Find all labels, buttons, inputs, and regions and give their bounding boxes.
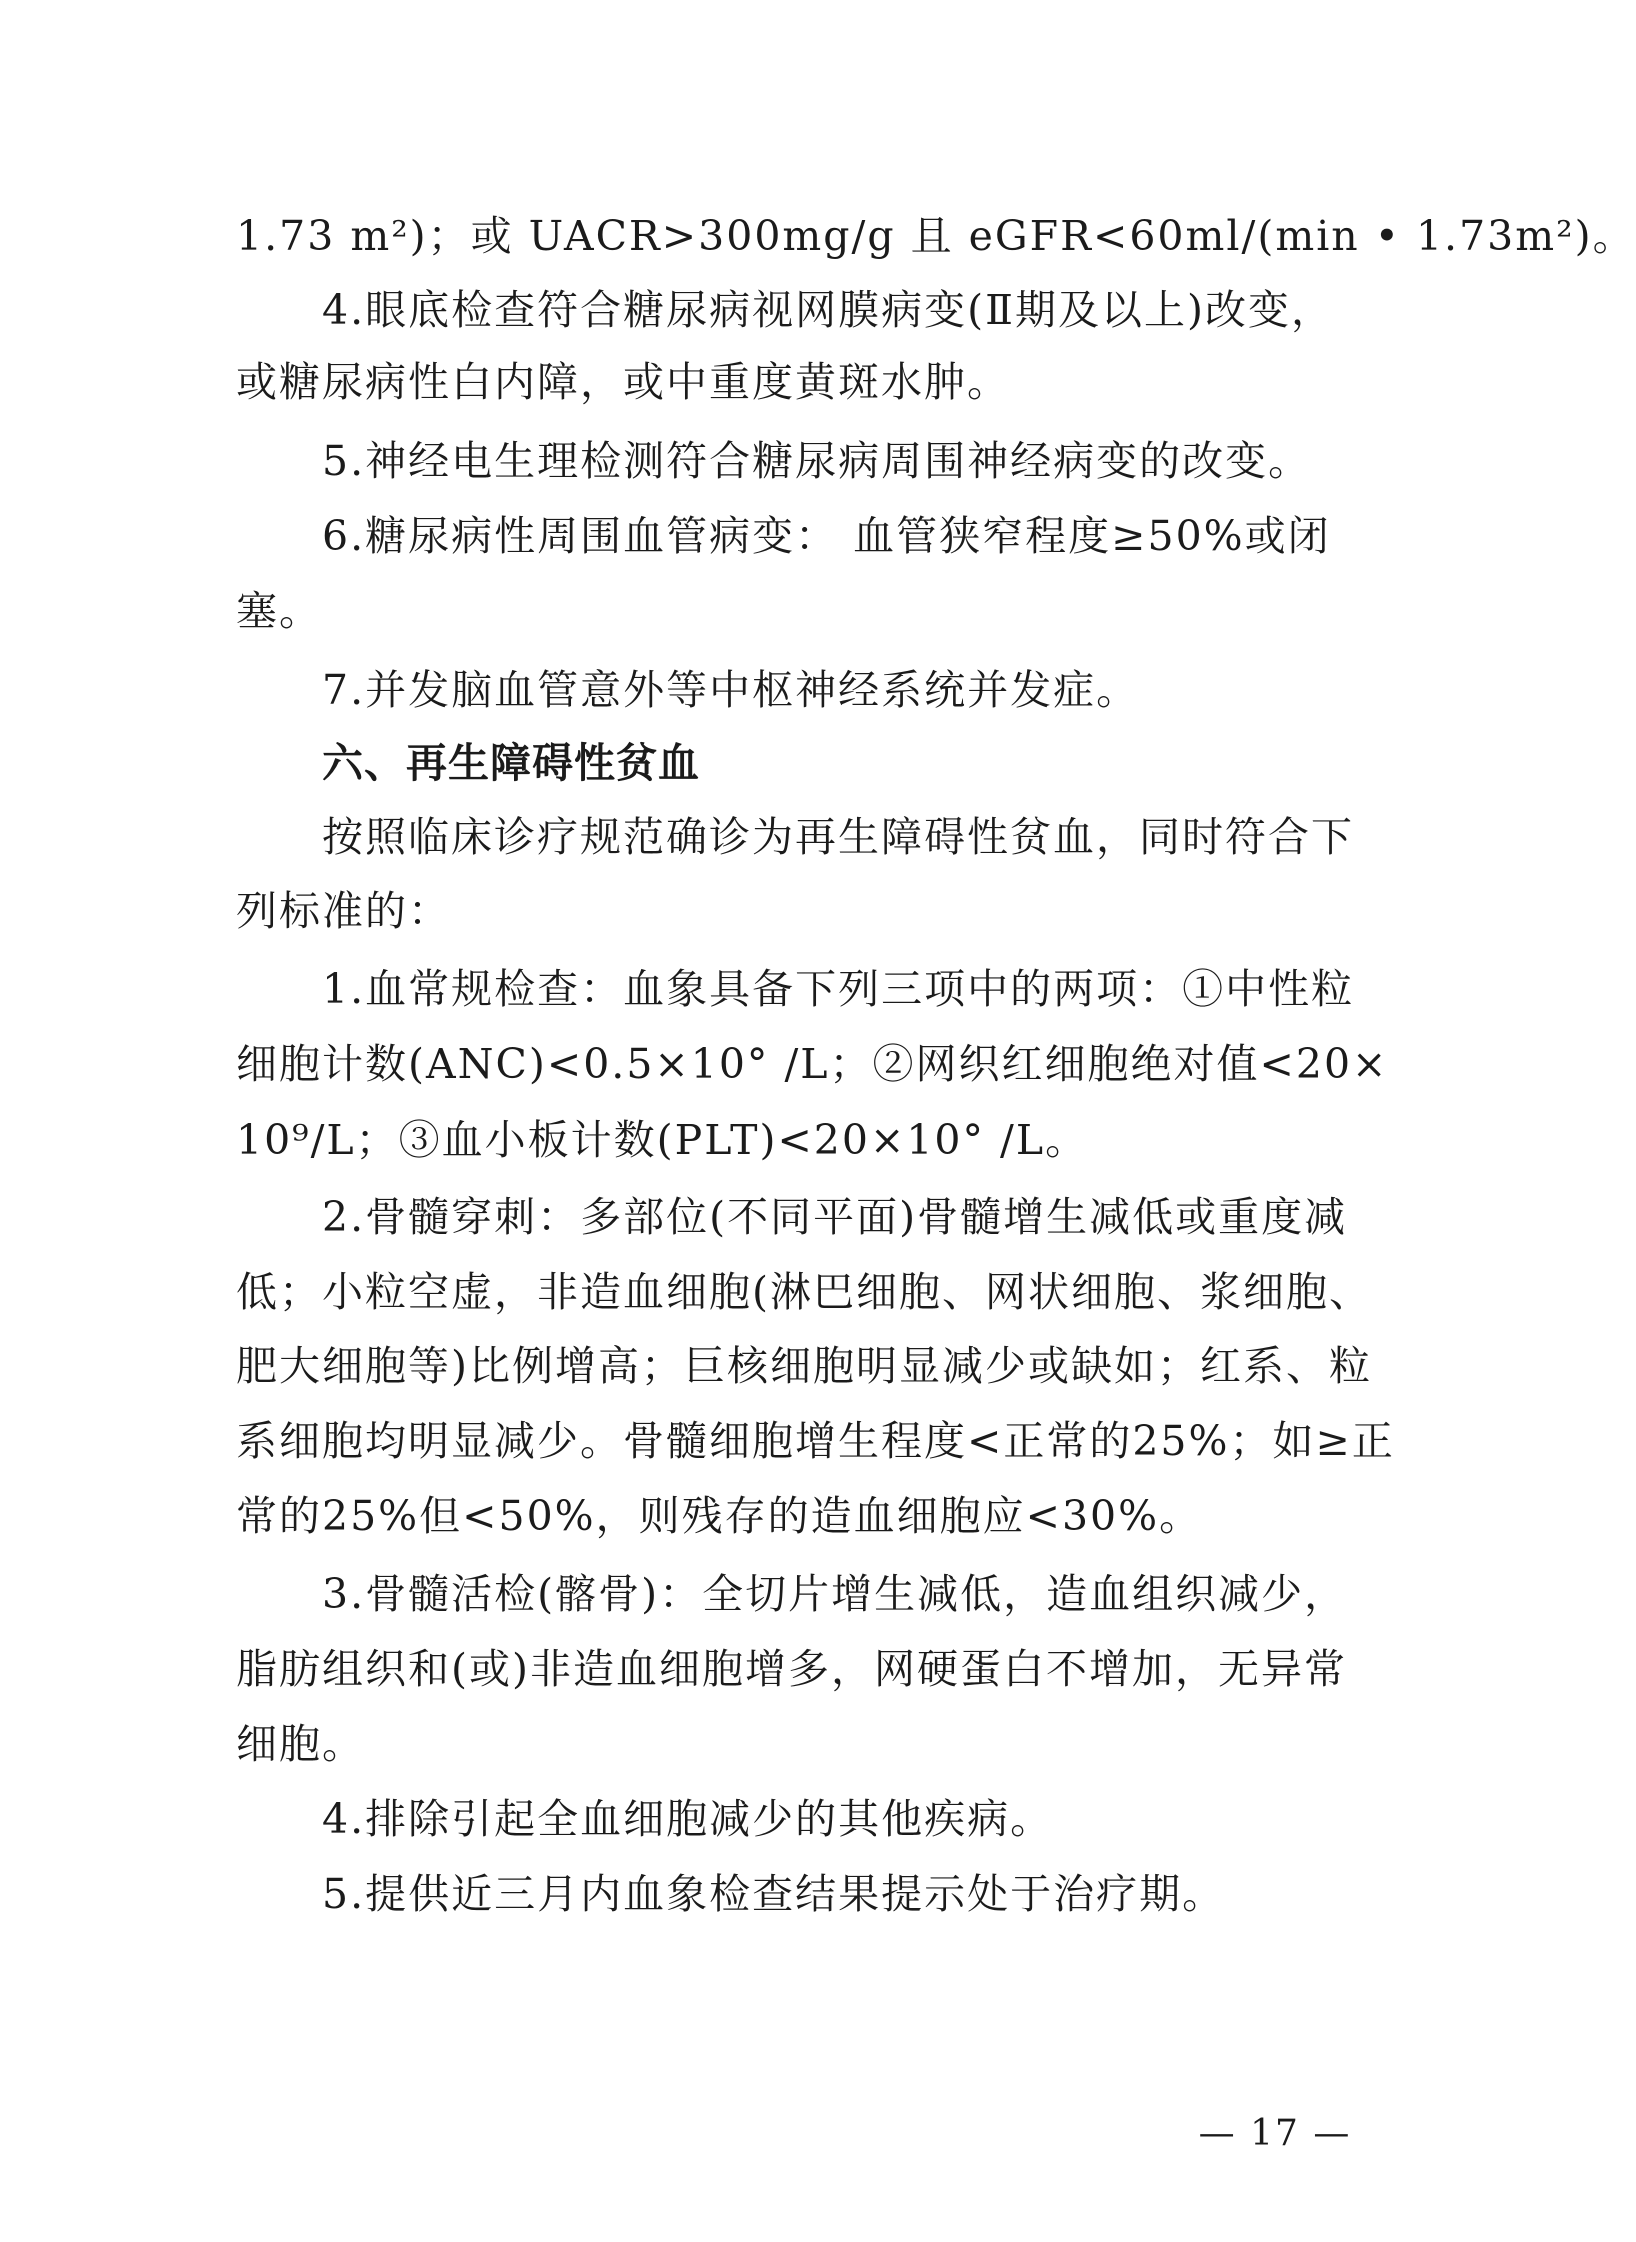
text-line: 系细胞均明显减少。骨髓细胞增生程度<正常的25%；如≥正 <box>236 1417 1395 1465</box>
text-line: 常的25%但<50%，则残存的造血细胞应<30%。 <box>236 1492 1203 1540</box>
text-line: 1.73 m²)；或 UACR>300mg/g 且 eGFR<60ml/(min • 1.73m²)。 <box>236 212 1636 260</box>
text-line: 细胞计数(ANC)<0.5×10° /L；②网织红细胞绝对值<20× <box>236 1040 1389 1088</box>
text-line: 低；小粒空虚，非造血细胞(淋巴细胞、网状细胞、浆细胞、 <box>236 1268 1372 1316</box>
text-line: 脂肪组织和(或)非造血细胞增多，网硬蛋白不增加，无异常 <box>236 1645 1347 1693</box>
text-line: 或糖尿病性白内障，或中重度黄斑水肿。 <box>236 358 1010 406</box>
text-line: 4.排除引起全血细胞减少的其他疾病。 <box>322 1795 1054 1843</box>
text-line: 塞。 <box>236 587 322 635</box>
text-line: 按照临床诊疗规范确诊为再生障碍性贫血，同时符合下 <box>322 813 1354 861</box>
text-line: 1.血常规检查：血象具备下列三项中的两项：①中性粒 <box>322 965 1355 1013</box>
text-line: 6.糖尿病性周围血管病变： 血管狭窄程度≥50%或闭 <box>322 512 1331 560</box>
text-line: 5.神经电生理检测符合糖尿病周围神经病变的改变。 <box>322 437 1312 485</box>
text-line: 4.眼底检查符合糖尿病视网膜病变(Ⅱ期及以上)改变， <box>322 286 1334 334</box>
text-line: 7.并发脑血管意外等中枢神经系统并发症。 <box>322 666 1140 714</box>
text-line: 细胞。 <box>236 1720 365 1768</box>
text-line: 10⁹/L；③血小板计数(PLT)<20×10° /L。 <box>236 1116 1089 1164</box>
text-line: 2.骨髓穿刺：多部位(不同平面)骨髓增生减低或重度减 <box>322 1193 1348 1241</box>
text-line: 3.骨髓活检(髂骨)：全切片增生减低，造血组织减少， <box>322 1570 1348 1618</box>
text-line: 5.提供近三月内血象检查结果提示处于治疗期。 <box>322 1870 1226 1918</box>
text-line: 肥大细胞等)比例增高；巨核细胞明显减少或缺如；红系、粒 <box>236 1342 1372 1390</box>
section-heading: 六、再生障碍性贫血 <box>322 739 700 787</box>
page-number: — 17 — <box>1198 2113 1352 2154</box>
text-line: 列标准的： <box>236 887 451 935</box>
